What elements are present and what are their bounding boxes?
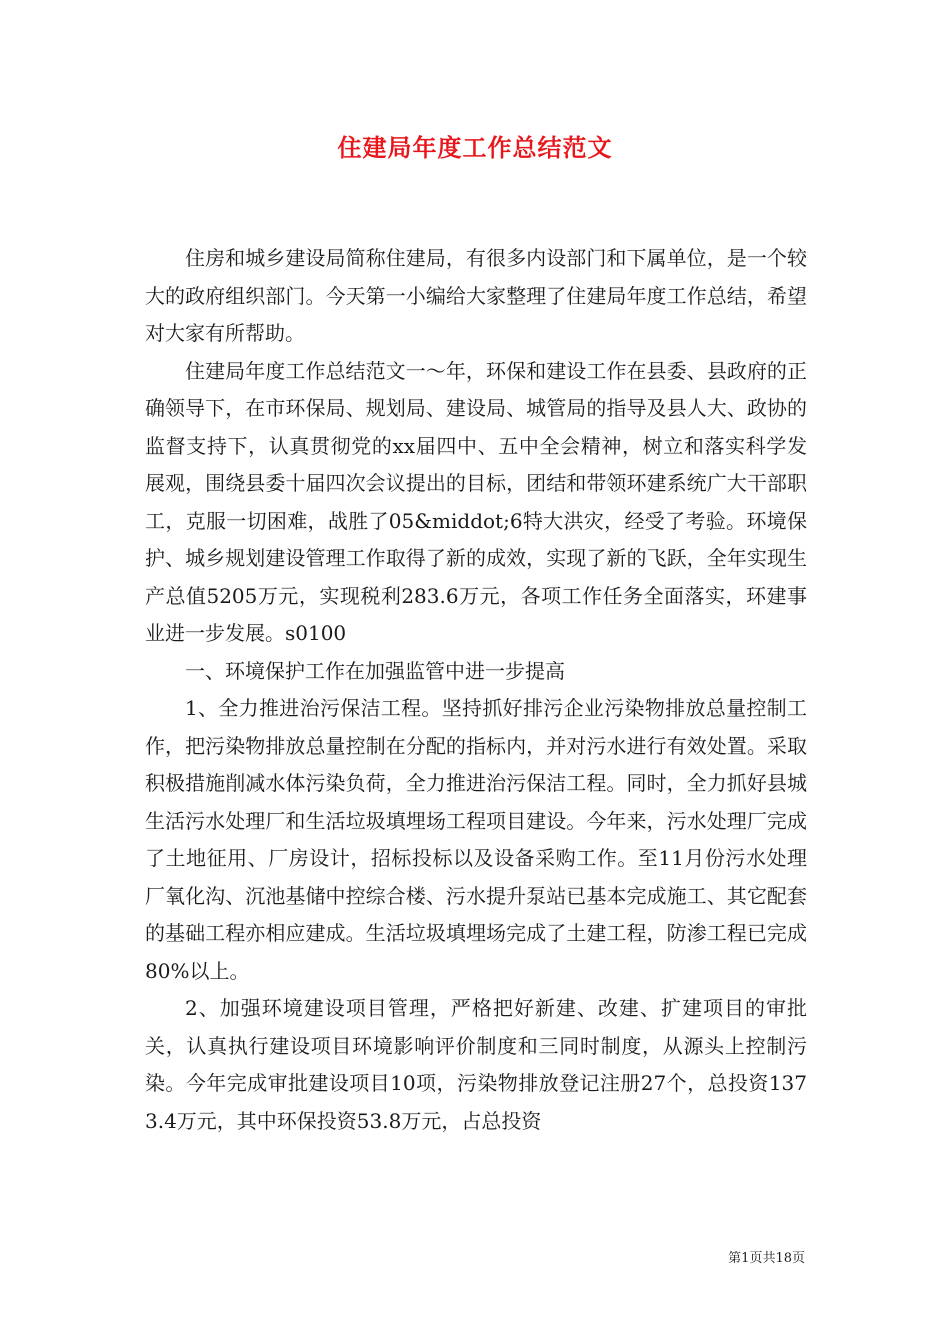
page-number: 第1页共18页 — [728, 1251, 805, 1266]
document-title: 住建局年度工作总结范文 — [337, 133, 613, 162]
paragraph-summary: 住建局年度工作总结范文一～年，环保和建设工作在县委、县政府的正确领导下，在市环保局、规划局、建设局、城管局的指导及县人大、政协的监督支持下，认真贯彻党的xx届四中、五中全会精神，树立和落实科学发展观，围绕县委十届四次会议提出的目标，团结和带领环建系统广大干部职工，克服一切困难，战胜了05&middot;6特大洪灾，经受了考验。环境保护、城乡规划建设管理工作取得了新的成效，实现了新的飞跃，全年实现生产总值5205万元，实现税利283.6万元，各项工作任务全面落实，环建事业进一步发展。s0100 — [145, 358, 807, 645]
paragraph-intro: 住房和城乡建设局简称住建局，有很多内设部门和下属单位，是一个较大的政府组织部门。今天第一小编给大家整理了住建局年度工作总结，希望对大家有所帮助。 — [145, 246, 807, 345]
paragraph-item-2: 2、加强环境建设项目管理，严格把好新建、改建、扩建项目的审批关，认真执行建设项目环境影响评价制度和三同时制度，从源头上控制污染。今年完成审批建设项目10项，污染物排放登记注册27个，总投资1373.4万元，其中环保投资53.8万元，占总投资 — [145, 996, 807, 1133]
section-heading-environment: 一、环境保护工作在加强监管中进一步提高 — [185, 658, 565, 683]
document-body — [145, 240, 807, 1140]
paragraph-item-1: 1、全力推进治污保洁工程。坚持抓好排污企业污染物排放总量控制工作，把污染物排放总量控制在分配的指标内，并对污水进行有效处置。采取积极措施削减水体污染负荷，全力推进治污保洁工程。同时，全力抓好县城生活污水处理厂和生活垃圾填埋场工程项目建设。今年来，污水处理厂完成了土地征用、厂房设计，招标投标以及设备采购工作。至11月份污水处理厂氧化沟、沉池基储中控综合楼、污水提升泵站已基本完成施工、其它配套的基础工程亦相应建成。生活垃圾填埋场完成了土建工程，防渗工程已完成80%以上。 — [145, 696, 807, 983]
